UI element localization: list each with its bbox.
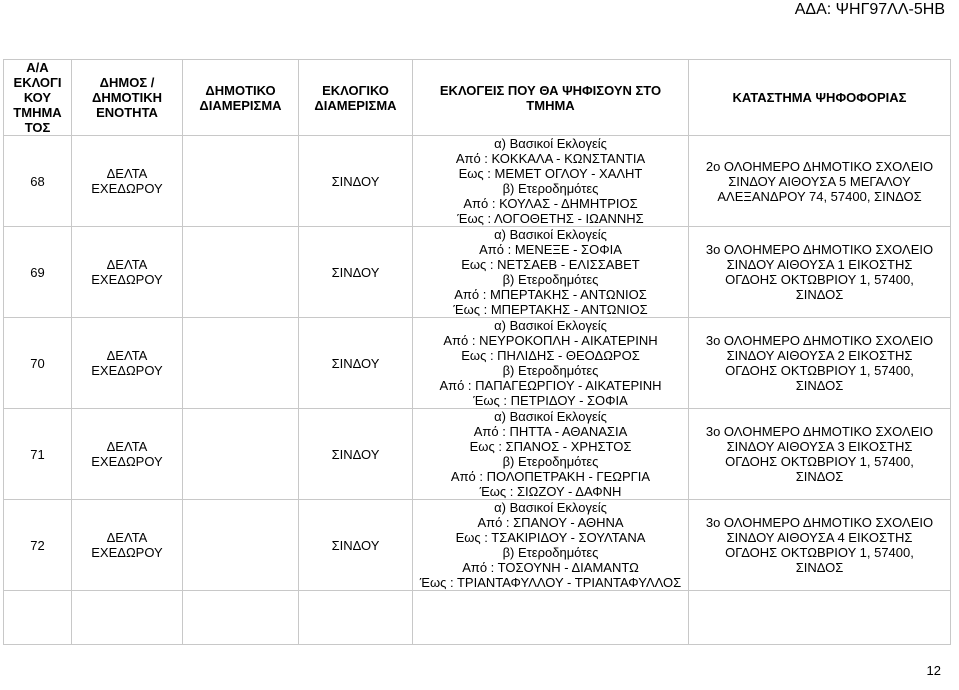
row-number: 72 — [4, 500, 72, 591]
row-voters: α) Βασικοί Εκλογείς Από : ΣΠΑΝΟΥ - ΑΘΗΝΑ Εως : ΤΣΑΚΙΡΙΔΟΥ - ΣΟΥΛΤΑΝΑ β) Ετεροδημότες Από : ΤΟΣΟΥΝΗ - ΔΙΑΜΑΝΤΩ Έως : ΤΡΙΑΝΤΑΦΥΛΛΟΥ - ΤΡΙΑΝΤΑΦΥΛΛΟΣ — [413, 500, 689, 591]
row-store: 3ο ΟΛΟΗΜΕΡΟ ΔΗΜΟΤΙΚΟ ΣΧΟΛΕΙΟ ΣΙΝΔΟΥ ΑΙΘΟΥΣΑ 1 ΕΙΚΟΣΤΗΣ ΟΓΔΟΗΣ ΟΚΤΩΒΡΙΟΥ 1, 57400, ΣΙΝΔΟΣ — [689, 227, 951, 318]
table-row — [4, 500, 951, 591]
row-dimos: ΔΕΛΤΑ ΕΧΕΔΩΡΟΥ — [72, 318, 183, 409]
row-voters: α) Βασικοί Εκλογείς Από : ΝΕΥΡΟΚΟΠΛΗ - ΑΙΚΑΤΕΡΙΝΗ Εως : ΠΗΛΙΔΗΣ - ΘΕΟΔΩΡΟΣ β) Ετεροδημότες Από : ΠΑΠΑΓΕΩΡΓΙΟΥ - ΑΙΚΑΤΕΡΙΝΗ Έως : ΠΕΤΡΙΔΟΥ - ΣΟΦΙΑ — [413, 318, 689, 409]
header-row — [4, 60, 951, 136]
row-store: 3ο ΟΛΟΗΜΕΡΟ ΔΗΜΟΤΙΚΟ ΣΧΟΛΕΙΟ ΣΙΝΔΟΥ ΑΙΘΟΥΣΑ 4 ΕΙΚΟΣΤΗΣ ΟΓΔΟΗΣ ΟΚΤΩΒΡΙΟΥ 1, 57400, ΣΙΝΔΟΣ — [689, 500, 951, 591]
row-number: 71 — [4, 409, 72, 500]
row-dimos: ΔΕΛΤΑ ΕΧΕΔΩΡΟΥ — [72, 227, 183, 318]
table-row — [4, 409, 951, 500]
header-aa: Α/Α ΕΚΛΟΓΙ ΚΟΥ ΤΜΗΜΑ ΤΟΣ — [4, 60, 72, 136]
row-eklogiko: ΣΙΝΔΟΥ — [299, 227, 413, 318]
row-dimos: ΔΕΛΤΑ ΕΧΕΔΩΡΟΥ — [72, 136, 183, 227]
row-dimotiko — [183, 409, 299, 500]
row-number: 68 — [4, 136, 72, 227]
polling-table — [3, 59, 951, 645]
row-store: 3ο ΟΛΟΗΜΕΡΟ ΔΗΜΟΤΙΚΟ ΣΧΟΛΕΙΟ ΣΙΝΔΟΥ ΑΙΘΟΥΣΑ 2 ΕΙΚΟΣΤΗΣ ΟΓΔΟΗΣ ΟΚΤΩΒΡΙΟΥ 1, 57400, ΣΙΝΔΟΣ — [689, 318, 951, 409]
row-dimos: ΔΕΛΤΑ ΕΧΕΔΩΡΟΥ — [72, 409, 183, 500]
row-number: 69 — [4, 227, 72, 318]
row-eklogiko: ΣΙΝΔΟΥ — [299, 500, 413, 591]
table-row — [4, 227, 951, 318]
table-row — [4, 136, 951, 227]
header-dimos: ΔΗΜΟΣ / ΔΗΜΟΤΙΚΗ ΕΝΟΤΗΤΑ — [72, 60, 183, 136]
header-voters: ΕΚΛΟΓΕΙΣ ΠΟΥ ΘΑ ΨΗΦΙΣΟΥΝ ΣΤΟ ΤΜΗΜΑ — [413, 60, 689, 136]
row-voters: α) Βασικοί Εκλογείς Από : ΚΟΚΚΑΛΑ - ΚΩΝΣΤΑΝΤΙΑ Εως : ΜΕΜΕΤ ΟΓΛΟΥ - ΧΑΛΗΤ β) Ετεροδημότες Από : ΚΟΥΛΑΣ - ΔΗΜΗΤΡΙΟΣ Έως : ΛΟΓΟΘΕΤΗΣ - ΙΩΑΝΝΗΣ — [413, 136, 689, 227]
row-dimotiko — [183, 500, 299, 591]
row-dimotiko — [183, 227, 299, 318]
row-voters: α) Βασικοί Εκλογείς Από : ΜΕΝΕΞΕ - ΣΟΦΙΑ Εως : ΝΕΤΣΑΕΒ - ΕΛΙΣΣΑΒΕΤ β) Ετεροδημότες Από : ΜΠΕΡΤΑΚΗΣ - ΑΝΤΩΝΙΟΣ Έως : ΜΠΕΡΤΑΚΗΣ - ΑΝΤΩΝΙΟΣ — [413, 227, 689, 318]
header-eklogiko: ΕΚΛΟΓΙΚΟ ΔΙΑΜΕΡΙΣΜΑ — [299, 60, 413, 136]
row-store: 3ο ΟΛΟΗΜΕΡΟ ΔΗΜΟΤΙΚΟ ΣΧΟΛΕΙΟ ΣΙΝΔΟΥ ΑΙΘΟΥΣΑ 3 ΕΙΚΟΣΤΗΣ ΟΓΔΟΗΣ ΟΚΤΩΒΡΙΟΥ 1, 57400, ΣΙΝΔΟΣ — [689, 409, 951, 500]
row-eklogiko: ΣΙΝΔΟΥ — [299, 318, 413, 409]
ada-label: ΑΔΑ: ΨΗΓ97ΛΛ-5ΗΒ — [794, 1, 945, 18]
row-eklogiko: ΣΙΝΔΟΥ — [299, 409, 413, 500]
row-voters: α) Βασικοί Εκλογείς Από : ΠΗΤΤΑ - ΑΘΑΝΑΣΙΑ Εως : ΣΠΑΝΟΣ - ΧΡΗΣΤΟΣ β) Ετεροδημότες Από : ΠΟΛΟΠΕΤΡΑΚΗ - ΓΕΩΡΓΙΑ Έως : ΣΙΩΖΟΥ - ΔΑΦΝΗ — [413, 409, 689, 500]
row-dimotiko — [183, 136, 299, 227]
header-store: ΚΑΤΑΣΤΗΜΑ ΨΗΦΟΦΟΡΙΑΣ — [689, 60, 951, 136]
empty-row — [4, 591, 951, 645]
header-dimotiko: ΔΗΜΟΤΙΚΟ ΔΙΑΜΕΡΙΣΜΑ — [183, 60, 299, 136]
table-row — [4, 318, 951, 409]
row-eklogiko: ΣΙΝΔΟΥ — [299, 136, 413, 227]
row-dimos: ΔΕΛΤΑ ΕΧΕΔΩΡΟΥ — [72, 500, 183, 591]
page-number: 12 — [926, 663, 941, 678]
row-number: 70 — [4, 318, 72, 409]
row-store: 2ο ΟΛΟΗΜΕΡΟ ΔΗΜΟΤΙΚΟ ΣΧΟΛΕΙΟ ΣΙΝΔΟΥ ΑΙΘΟΥΣΑ 5 ΜΕΓΑΛΟΥ ΑΛΕΞΑΝΔΡΟΥ 74, 57400, ΣΙΝΔΟΣ — [689, 136, 951, 227]
row-dimotiko — [183, 318, 299, 409]
